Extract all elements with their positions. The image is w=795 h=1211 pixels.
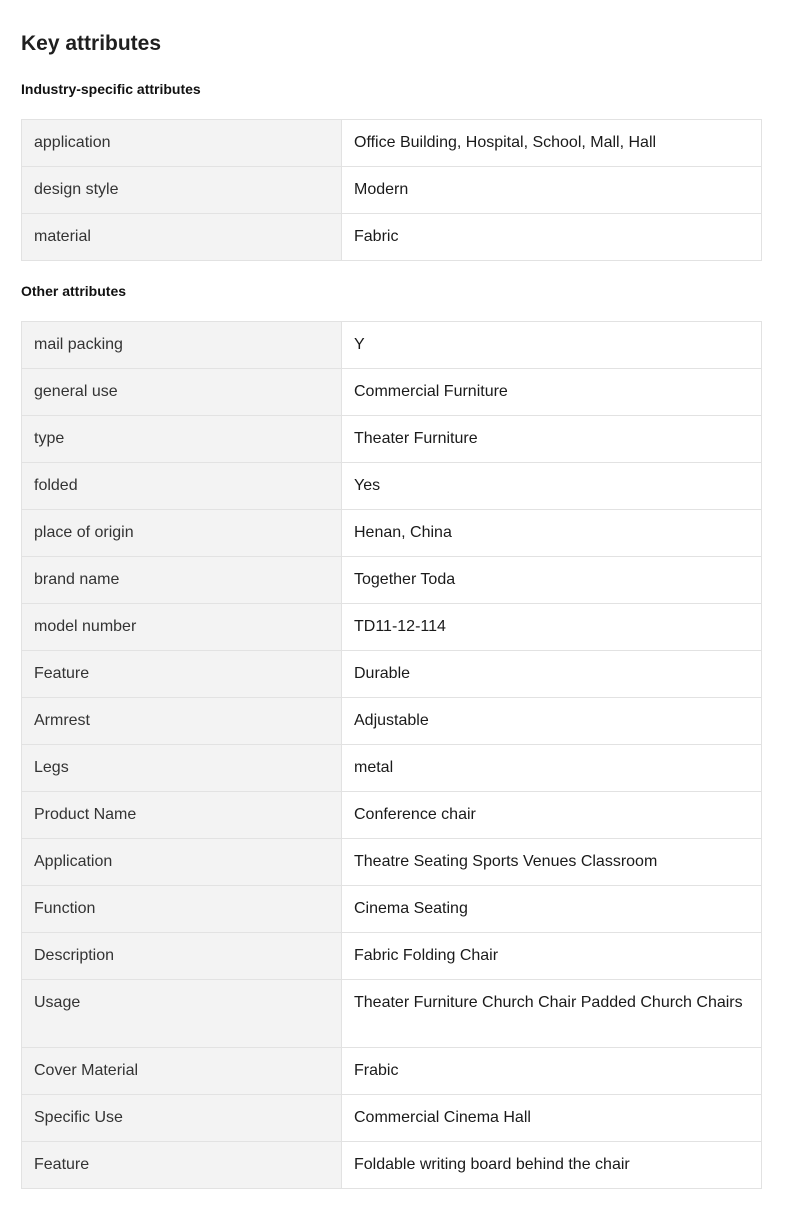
attribute-value: TD11-12-114 <box>342 604 762 651</box>
other-attributes-heading: Other attributes <box>21 283 127 299</box>
attribute-key: Feature <box>22 651 342 698</box>
table-row <box>22 322 762 369</box>
table-row <box>22 1142 762 1189</box>
attribute-key: folded <box>22 463 342 510</box>
table-row <box>22 604 762 651</box>
attribute-key: application <box>22 120 342 167</box>
industry-attributes-table <box>21 119 762 261</box>
attribute-value: Commercial Furniture <box>342 369 762 416</box>
attribute-value: Durable <box>342 651 762 698</box>
table-row <box>22 167 762 214</box>
attribute-value: Commercial Cinema Hall <box>342 1095 762 1142</box>
attribute-value: Cinema Seating <box>342 886 762 933</box>
attribute-value: Adjustable <box>342 698 762 745</box>
attribute-key: general use <box>22 369 342 416</box>
attribute-key: Product Name <box>22 792 342 839</box>
table-row <box>22 745 762 792</box>
attribute-key: Specific Use <box>22 1095 342 1142</box>
attribute-key: Feature <box>22 1142 342 1189</box>
attribute-value: Modern <box>342 167 762 214</box>
attribute-value: Together Toda <box>342 557 762 604</box>
attribute-value: Fabric Folding Chair <box>342 933 762 980</box>
attribute-value: Theater Furniture <box>342 416 762 463</box>
table-row <box>22 369 762 416</box>
attribute-value: Frabic <box>342 1048 762 1095</box>
attribute-key: Description <box>22 933 342 980</box>
table-row <box>22 1095 762 1142</box>
table-row <box>22 980 762 1048</box>
attribute-value: Yes <box>342 463 762 510</box>
table-row <box>22 839 762 886</box>
attribute-key: brand name <box>22 557 342 604</box>
attribute-key: Function <box>22 886 342 933</box>
table-row <box>22 886 762 933</box>
attribute-key: Armrest <box>22 698 342 745</box>
table-row <box>22 933 762 980</box>
attribute-value: Theater Furniture Church Chair Padded Church Chairs <box>342 980 762 1048</box>
attribute-key: model number <box>22 604 342 651</box>
attribute-value: Henan, China <box>342 510 762 557</box>
table-row <box>22 651 762 698</box>
attribute-value: Fabric <box>342 214 762 261</box>
table-row <box>22 463 762 510</box>
attribute-key: Cover Material <box>22 1048 342 1095</box>
table-row <box>22 214 762 261</box>
attribute-key: Usage <box>22 980 342 1048</box>
attribute-value: metal <box>342 745 762 792</box>
table-row <box>22 792 762 839</box>
table-row <box>22 698 762 745</box>
attribute-value: Conference chair <box>342 792 762 839</box>
attribute-value: Theatre Seating Sports Venues Classroom <box>342 839 762 886</box>
industry-attributes-heading: Industry-specific attributes <box>21 81 201 97</box>
attribute-value: Office Building, Hospital, School, Mall, Hall <box>342 120 762 167</box>
table-row <box>22 1048 762 1095</box>
page-title: Key attributes <box>21 32 162 55</box>
table-row <box>22 557 762 604</box>
table-row <box>22 510 762 557</box>
attribute-key: Legs <box>22 745 342 792</box>
attribute-key: design style <box>22 167 342 214</box>
attribute-key: mail packing <box>22 322 342 369</box>
attribute-value: Foldable writing board behind the chair <box>342 1142 762 1189</box>
attribute-key: material <box>22 214 342 261</box>
attribute-key: Application <box>22 839 342 886</box>
attribute-value: Y <box>342 322 762 369</box>
table-row <box>22 120 762 167</box>
attribute-key: place of origin <box>22 510 342 557</box>
other-attributes-table <box>21 321 762 1189</box>
table-row <box>22 416 762 463</box>
attribute-key: type <box>22 416 342 463</box>
